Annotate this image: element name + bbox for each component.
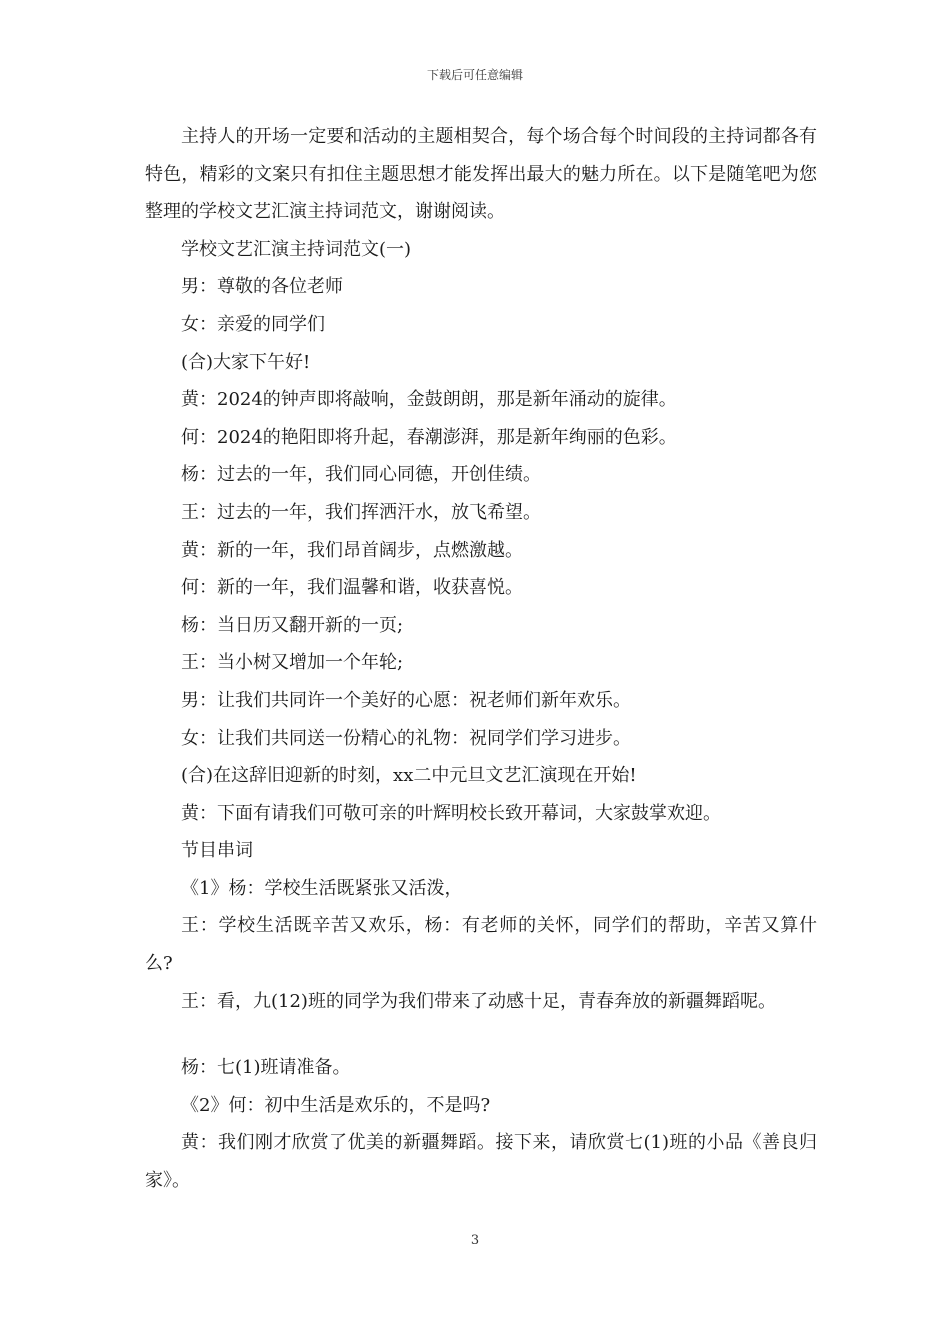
section-title: 学校文艺汇演主持词范文(一) — [181, 238, 412, 260]
script-line: 王：过去的一年，我们挥洒汗水，放飞希望。 — [181, 501, 541, 523]
section-subtitle: 节目串词 — [181, 840, 253, 862]
script-line: 《2》何：初中生活是欢乐的，不是吗? — [181, 1094, 491, 1116]
script-line: 何：2024的艳阳即将升起，春潮澎湃，那是新年绚丽的色彩。 — [181, 426, 677, 448]
script-line: 杨：当日历又翻开新的一页; — [181, 614, 404, 636]
script-line: 黄：下面有请我们可敬可亲的叶辉明校长致开幕词，大家鼓掌欢迎。 — [181, 802, 721, 824]
script-line: 杨：过去的一年，我们同心同德，开创佳绩。 — [181, 464, 541, 486]
script-line: 男：尊敬的各位老师 — [181, 276, 343, 298]
script-line: 黄：我们刚才欣赏了优美的新疆舞蹈。接下来，请欣赏七(1)班的小品《善良归家》。 — [145, 1132, 817, 1192]
script-line: (合)在这辞旧迎新的时刻，xx二中元旦文艺汇演现在开始! — [181, 765, 637, 787]
script-line: 王：看，九(12)班的同学为我们带来了动感十足，青春奔放的新疆舞蹈呢。 — [181, 990, 776, 1012]
script-line: 王：学校生活既辛苦又欢乐，杨：有老师的关怀，同学们的帮助，辛苦又算什么? — [145, 915, 817, 975]
page-number: 3 — [470, 1233, 480, 1248]
document-body — [145, 118, 817, 1200]
script-line: 《1》杨：学校生活既紧张又活泼， — [181, 877, 463, 899]
script-line: 王：当小树又增加一个年轮; — [181, 652, 404, 674]
script-line: 黄：2024的钟声即将敲响，金鼓朗朗，那是新年涌动的旋律。 — [181, 389, 677, 411]
script-line: 何：新的一年，我们温馨和谐，收获喜悦。 — [181, 577, 523, 599]
script-line: 男：让我们共同许一个美好的心愿：祝老师们新年欢乐。 — [181, 689, 631, 711]
intro-paragraph: 主持人的开场一定要和活动的主题相契合，每个场合每个时间段的主持词都各有特色，精彩的文案只有扣住主题思想才能发挥出最大的魅力所在。以下是随笔吧为您整理的学校文艺汇演主持词范文，谢谢阅读。 — [145, 126, 817, 223]
script-line: 黄：新的一年，我们昂首阔步，点燃激越。 — [181, 539, 523, 561]
page-header: 下载后可任意编辑 — [426, 68, 523, 82]
script-line: 杨：七(1)班请准备。 — [181, 1057, 351, 1079]
script-line: 女：让我们共同送一份精心的礼物：祝同学们学习进步。 — [181, 727, 631, 749]
script-line: 女：亲爱的同学们 — [181, 313, 325, 335]
script-line: (合)大家下午好! — [181, 351, 311, 373]
